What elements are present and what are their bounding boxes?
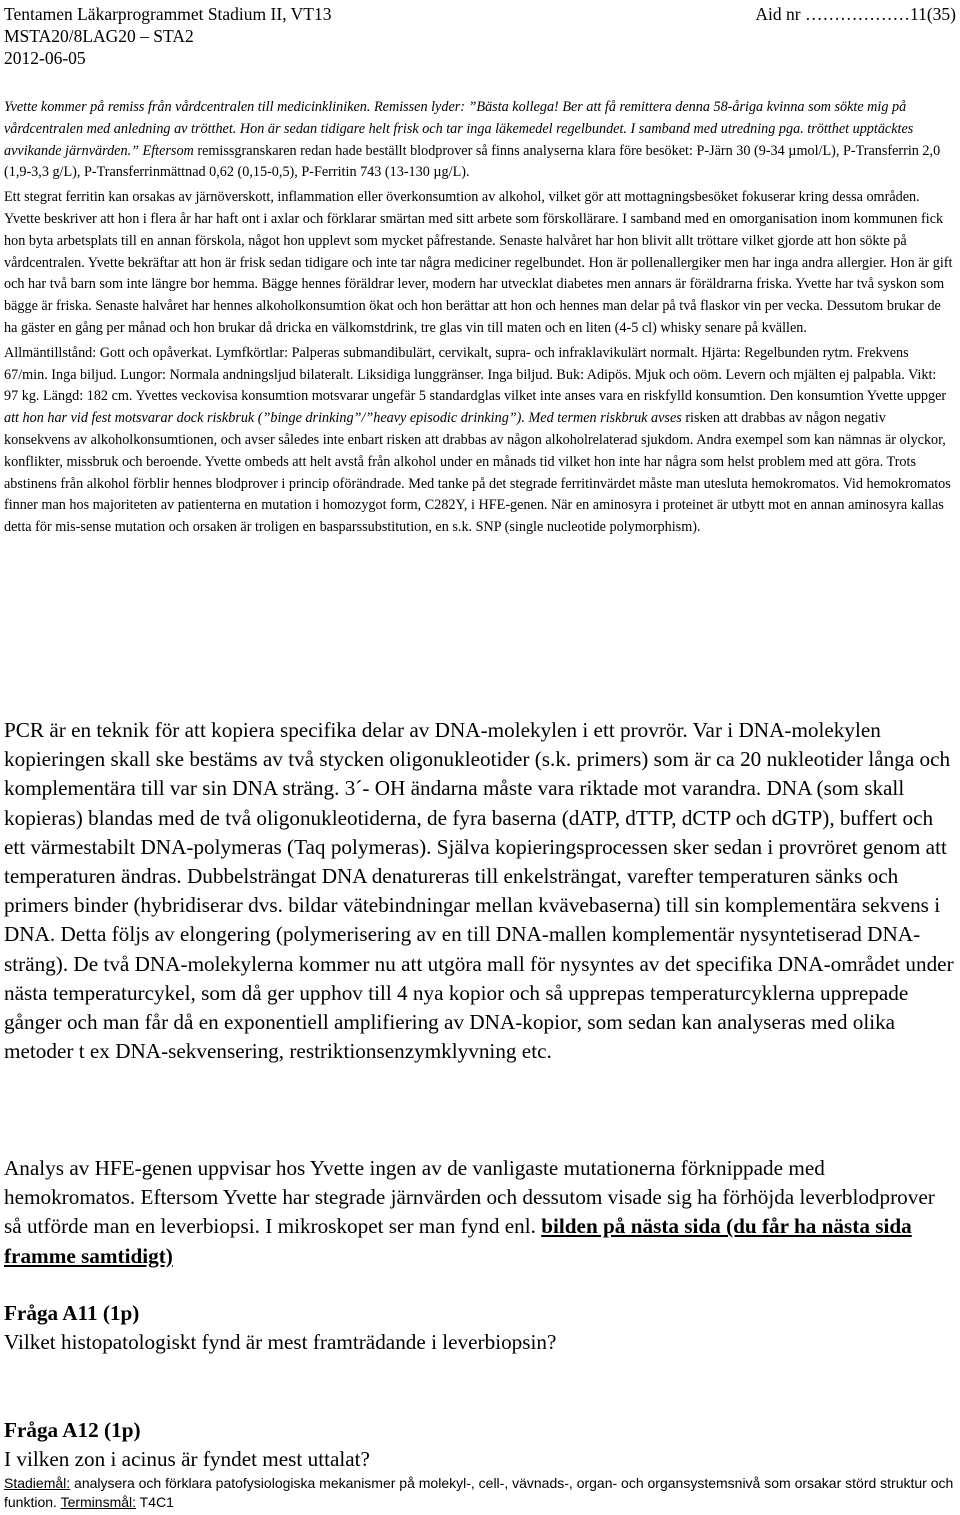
risk-use-text: att hon har vid fest motsvarar dock riskbruk (”binge drinking”/”heavy episodic drinking”). Med termen riskbruk avses [4, 410, 682, 427]
case-description [4, 97, 954, 539]
course-code: MSTA20/8LAG20 – STA2 [4, 26, 194, 46]
case-paragraph-history: Ett stegrat ferritin kan orsakas av järnöverskott, inflammation eller överkonsumtion av alkohol, vilket gör att mottagningsbesöket fokuserar kring dessa områden. Yvette beskriver att hon i flera år har haft ont i axlar och förklarar smärtan med sitt arbete som förskollärare. I samband med en omorganisation inom kommunen fick hon byta arbetsplats till en annan förskola, något hon upplevt som mycket påfrestande. Senaste halvåret har hon blivit allt tröttare vilket gjorde att hon sökte på vårdcentralen. Yvette bekräftar att hon är frisk sedan tidigare och inte tar några mediciner regelbundet. Hon är pollenallergiker men har inga andra allergier. Hon är gift och har två barn som inte längre bor hemma. Bägge hennes föräldrar lever, modern har utvecklat diabetes men annars är föräldrarna friska. Yvette har två syskon som bägge är friska. Senaste halvåret har hennes alkoholkonsumtion ökat och hon berättar att hon och hennes man delar på två flaskor vin per vecka. Dessutom brukar de ha gäster en gång per månad och hon brukar då dricka en välkomstdrink, tre glas vin till maten och en liten (4-5 cl) whisky senare på kvällen. [4, 189, 953, 336]
blood-test-text: remissgranskaren redan hade beställt blodprover så finns analyserna klara före besöket: P-Järn 30 (9-34 µmol/L), P-Transferrin 2,0 (1,9-3,3 g/L), P-Transferrinmättnad 0,62 (0,15-0,5), P-Ferritin 743 (13-130 µg/L). [4, 142, 941, 181]
referral-text: Yvette kommer på remiss från vårdcentralen till medicinkliniken. Remissen lyder: ”Bästa kollega! Ber att få remittera denna 58-åriga kvinna som sökte mig på vårdcentralen med anledning av trötthet. Hon är sedan tidigare helt frisk och tar inga läkemedel regelbundet. I samband med utredning pga. trötthet upptäcktes avvikande järnvärden.” Eftersom [4, 99, 914, 159]
pcr-section [4, 716, 956, 1066]
stadiemal-text: analysera och förklara patofysiologiska mekanismer på molekyl-, cell-, vävnads-, organ- och organsystemsnivå som orsakar störd struktur och funktion. [4, 1475, 954, 1510]
question-title: Fråga A12 (1p) [4, 1418, 141, 1442]
question-text: Vilket histopatologiskt fynd är mest framträdande i leverbiopsin? [4, 1330, 557, 1355]
question-a11 [4, 1299, 956, 1357]
next-page-instruction: bilden på nästa sida (du får ha nästa sida framme samtidigt) [4, 1214, 912, 1268]
hfe-text: Analys av HFE-genen uppvisar hos Yvette ingen av de vanligaste mutationerna förknippade med hemokromatos. Eftersom Yvette har stegrade järnvärden och dessutom visade sig ha förhöjda leverblodprover så utförde man en leverbiopsi. I mikroskopet ser man fynd enl. [4, 1156, 935, 1239]
hfe-paragraph [4, 1154, 956, 1271]
case-paragraph-referral [4, 97, 954, 184]
question-a12 [4, 1416, 956, 1474]
exam-date: 2012-06-05 [4, 48, 86, 68]
hemochromatosis-text: risken att drabbas av någon negativ konsekvens av alkoholkonsumtionen, och avser således inte enbart risken att drabbas av någon alkoholrelaterad sjukdom. Andra exempel som kan nämnas är olyckor, konflikter, missbruk och beroende. Yvette ombeds att helt avstå från alkohol under en månads tid vilket hon inte har några som helst problem med att göra. Trots abstinens från alkohol förblir hennes blodprover i princip oförändrade. Med tanke på det stegrade ferritinvärdet måste man utesluta hemokromatos. Vid hemokromatos finner man hos majoriteten av patienterna en mutation i homozygot form, C282Y, i HFE-genen. När en aminosyra i proteinet är utbytt mot en annan aminosyra kallas detta för mis-sense mutation och orsaken är troligen en basparssubstitution, en s.k. SNP (single nucleotide polymorphism). [4, 410, 951, 536]
case-paragraph-exam [4, 343, 954, 539]
pcr-paragraph: PCR är en teknik för att kopiera specifika delar av DNA-molekylen i ett provrör. Var i DNA-molekylen kopieringen skall ske bestäms av två stycken oligonukleotider (s.k. primers) som är ca 20 nukleotider långa och komplementära till var sin DNA sträng. 3´- OH ändarna måste vara riktade mot varandra. DNA (som skall kopieras) blandas med de två oligonukleotiderna, de fyra baserna (dATP, dTTP, dCTP och dGTP), buffert och ett värmestabilt DNA-polymeras (Taq polymeras). Själva kopieringsprocessen sker sedan i provröret genom att temperaturen ändras. Dubbelsträngat DNA denatureras till enkelsträngat, varefter temperaturen sänks och primers binder (hybridiserar dvs. bildar vätebindningar mellan kvävebaserna) till sin komplementära sekvens i DNA. Detta följs av elongering (polymerisering av en till DNA-mallen komplementär nysyntetiserad DNA-sträng). De två DNA-molekylerna kommer nu att utgöra mall för nysyntes av det specifika DNA-området under nästa temperaturcykel, som då ger upphov till 4 nya kopior och så upprepas temperaturcyklerna upprepade gånger och man får då en exponentiell amplifiering av DNA-kopior, som sedan kan analyseras med olika metoder t ex DNA-sekvensering, restriktionsenzymklyvning etc. [4, 718, 954, 1064]
exam-title: Tentamen Läkarprogrammet Stadium II, VT13 [4, 4, 332, 24]
question-text: I vilken zon i acinus är fyndet mest uttalat? [4, 1447, 370, 1472]
hfe-section [4, 1154, 956, 1271]
page-header [4, 3, 956, 69]
terminsmal-text: T4C1 [136, 1494, 174, 1510]
terminsmal-label: Terminsmål: [60, 1494, 137, 1510]
stadiemal-label: Stadiemål: [4, 1475, 71, 1491]
aid-number: Aid nr ………………11(35) [755, 4, 956, 24]
question-title: Fråga A11 (1p) [4, 1301, 140, 1325]
exam-findings-text: Allmäntillstånd: Gott och opåverkat. Lymfkörtlar: Palperas submandibulärt, cervikalt, supra- och infraklavikulärt normalt. Hjärta: Regelbunden rytm. Frekvens 67/min. Inga biljud. Lungor: Normala andningsljud bilateralt. Liksidiga lunggränser. Inga biljud. Buk: Adipös. Mjuk och oöm. Levern och mjälten ej palpabla. Vikt: 97 kg. Längd: 182 cm. Yvettes veckovisa konsumtion motsvarar ungefär 5 standardglas vilket inte anses vara en riskfylld konsumtion. Den konsumtion Yvette uppger [4, 344, 947, 405]
learning-goals-footer [4, 1474, 954, 1512]
